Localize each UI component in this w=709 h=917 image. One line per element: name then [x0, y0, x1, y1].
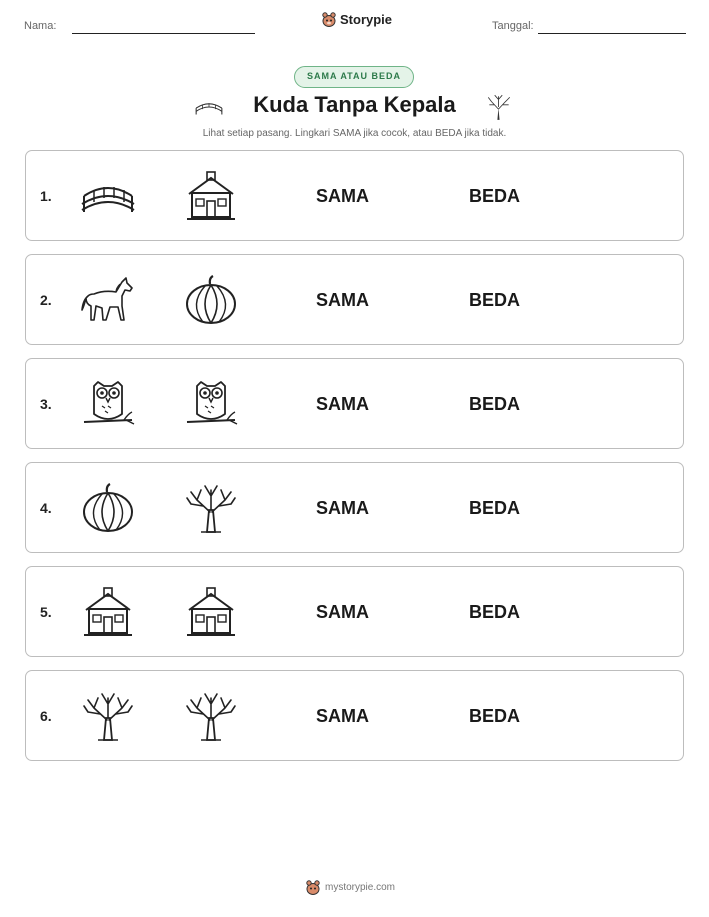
same-option[interactable]: SAMA: [316, 186, 369, 206]
schoolhouse-icon: [80, 586, 136, 638]
footer: [306, 880, 395, 895]
mascot-icon: [322, 12, 336, 27]
question-row: [25, 358, 684, 449]
date-label: Tanggal:: [492, 20, 534, 32]
brand-name: Storypie: [340, 12, 393, 27]
name-label: Nama:: [24, 20, 57, 32]
brand-logo: [322, 12, 392, 27]
instructions: Lihat setiap pasang. Lingkari SAMA jika cocok, atau BEDA jika tidak.: [202, 128, 507, 139]
tree-icon: [484, 92, 514, 122]
activity-badge: SAMA ATAU BEDA: [294, 66, 414, 88]
same-option[interactable]: SAMA: [316, 498, 369, 518]
tree-icon: [183, 482, 239, 534]
question-row: [25, 566, 684, 657]
horse-icon: [80, 274, 136, 326]
different-option[interactable]: BEDA: [469, 290, 521, 310]
mascot-icon: [306, 880, 320, 895]
page-title: Kuda Tanpa Kepala: [253, 92, 456, 117]
different-option[interactable]: BEDA: [469, 602, 521, 622]
pumpkin-icon: [183, 274, 239, 326]
different-option[interactable]: BEDA: [469, 498, 521, 518]
question-number: 5.: [40, 604, 52, 620]
tree-icon: [80, 690, 136, 742]
name-field-line[interactable]: [72, 33, 255, 34]
owl-icon: [80, 378, 136, 430]
question-number: 6.: [40, 708, 52, 724]
same-option[interactable]: SAMA: [316, 706, 369, 726]
same-option[interactable]: SAMA: [316, 602, 369, 622]
different-option[interactable]: BEDA: [469, 394, 521, 414]
question-number: 2.: [40, 292, 52, 308]
question-row: [25, 670, 684, 761]
different-option[interactable]: BEDA: [469, 186, 521, 206]
bridge-icon: [80, 170, 136, 222]
question-number: 3.: [40, 396, 52, 412]
same-option[interactable]: SAMA: [316, 394, 369, 414]
tree-icon: [183, 690, 239, 742]
pumpkin-icon: [80, 482, 136, 534]
question-number: 4.: [40, 500, 52, 516]
schoolhouse-icon: [183, 586, 239, 638]
date-field-line[interactable]: [538, 33, 686, 34]
footer-url[interactable]: mystorypie.com: [325, 882, 396, 893]
owl-icon: [183, 378, 239, 430]
question-row: [25, 254, 684, 345]
question-number: 1.: [40, 188, 52, 204]
question-row: [25, 462, 684, 553]
same-option[interactable]: SAMA: [316, 290, 369, 310]
question-row: [25, 150, 684, 241]
different-option[interactable]: BEDA: [469, 706, 521, 726]
schoolhouse-icon: [183, 170, 239, 222]
